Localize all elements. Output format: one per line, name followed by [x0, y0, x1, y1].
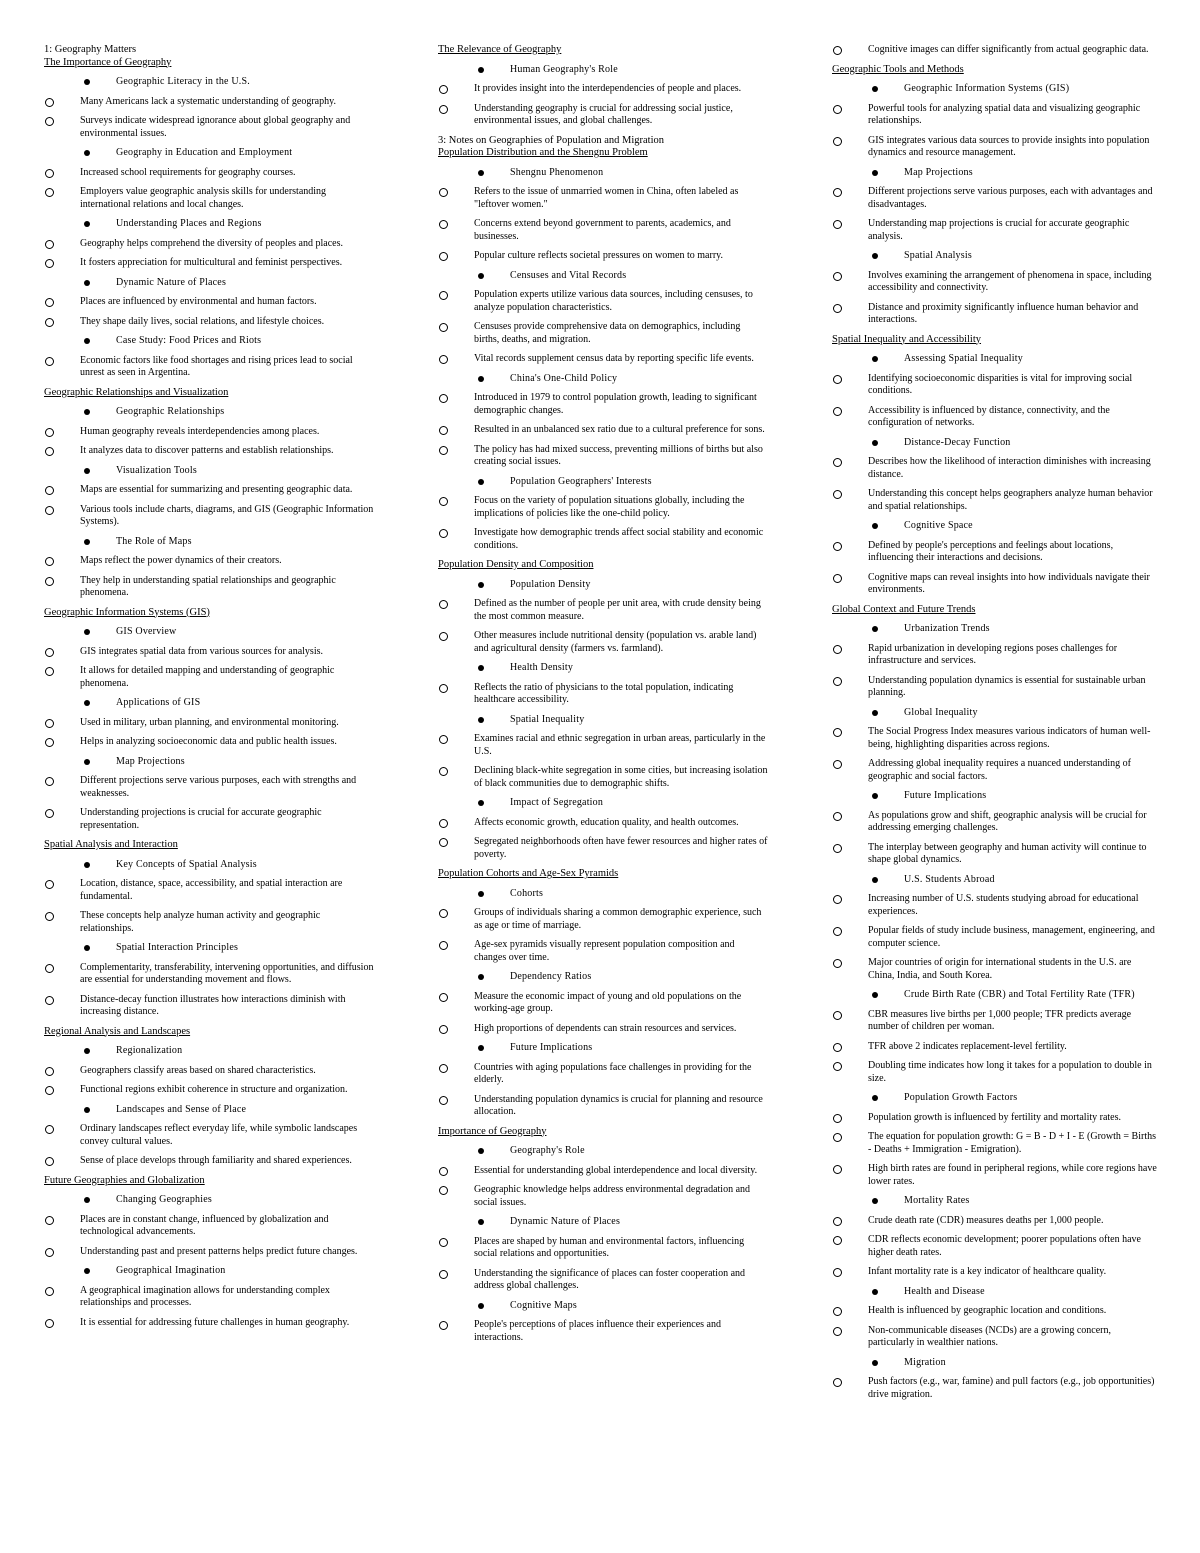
list-item: Investigate how demographic trends affect social stability and economic conditions. [438, 527, 768, 552]
section-heading: Future Geographies and Globalization [44, 1174, 205, 1186]
column-1 [44, 44, 374, 1336]
bullet-subheading: Regionalization [44, 1045, 374, 1058]
bullet-subheading: Urbanization Trends [832, 623, 1157, 636]
list-item: Geographic knowledge helps address environmental degradation and social issues. [438, 1184, 768, 1209]
list-item: Concerns extend beyond government to parents, academics, and businesses. [438, 218, 768, 243]
section-heading: Regional Analysis and Landscapes [44, 1025, 191, 1037]
bullet-subheading: GIS Overview [44, 626, 374, 639]
list-item: Describes how the likelihood of interaction diminishes with increasing distance. [832, 456, 1157, 481]
list-item: Push factors (e.g., war, famine) and pull factors (e.g., job opportunities) drive migration. [832, 1376, 1157, 1401]
list-item: Employers value geographic analysis skills for understanding international relations and local changes. [44, 186, 374, 211]
list-item: Places are shaped by human and environmental factors, influencing social relations and opportunities. [438, 1236, 768, 1261]
list-item: Many Americans lack a systematic understanding of geography. [44, 96, 374, 109]
list-item: Population growth is influenced by fertility and mortality rates. [832, 1112, 1157, 1125]
list-item: Addressing global inequality requires a nuanced understanding of geographic and social factors. [832, 758, 1157, 783]
list-item: Other measures include nutritional density (population vs. arable land) and agricultural density (farmers vs. farmland). [438, 630, 768, 655]
bullet-subheading: Population Density [438, 579, 768, 592]
bullet-subheading: The Role of Maps [44, 536, 374, 549]
list-item: Ordinary landscapes reflect everyday life, while symbolic landscapes convey cultural values. [44, 1123, 374, 1148]
list-item: Major countries of origin for international students in the U.S. are China, India, and South Korea. [832, 957, 1157, 982]
bullet-subheading: Visualization Tools [44, 465, 374, 478]
list-item: Geography helps comprehend the diversity of peoples and places. [44, 238, 374, 251]
bullet-subheading: Geographic Information Systems (GIS) [832, 83, 1157, 96]
list-item: It is essential for addressing future challenges in human geography. [44, 1317, 374, 1330]
list-item: Understanding projections is crucial for accurate geographic representation. [44, 807, 374, 832]
list-item: Distance and proximity significantly influence human behavior and interactions. [832, 302, 1157, 327]
list-item: People's perceptions of places influence their experiences and interactions. [438, 1319, 768, 1344]
list-item: Different projections serve various purposes, each with strengths and weaknesses. [44, 775, 374, 800]
section-heading: The Importance of Geography [44, 56, 172, 68]
bullet-subheading: Distance-Decay Function [832, 437, 1157, 450]
list-item: Used in military, urban planning, and environmental monitoring. [44, 717, 374, 730]
list-item: CDR reflects economic development; poorer populations often have higher death rates. [832, 1234, 1157, 1259]
section-heading: Geographic Tools and Methods [832, 63, 964, 75]
list-item: Examines racial and ethnic segregation in urban areas, particularly in the U.S. [438, 733, 768, 758]
bullet-subheading: Geography in Education and Employment [44, 147, 374, 160]
list-item: Identifying socioeconomic disparities is vital for improving social conditions. [832, 373, 1157, 398]
list-item: Health is influenced by geographic location and conditions. [832, 1305, 1157, 1318]
section-heading: Population Density and Composition [438, 559, 594, 570]
section-heading: Importance of Geography [438, 1125, 547, 1137]
list-item: Cognitive maps can reveal insights into how individuals navigate their environments. [832, 572, 1157, 597]
list-item: Vital records supplement census data by reporting specific life events. [438, 353, 768, 366]
bullet-subheading: Spatial Interaction Principles [44, 942, 374, 955]
bullet-subheading: Cognitive Space [832, 520, 1157, 533]
list-item: Non-communicable diseases (NCDs) are a growing concern, particularly in wealthier nations. [832, 1325, 1157, 1350]
list-item: Affects economic growth, education quality, and health outcomes. [438, 817, 768, 830]
section-heading: Population Cohorts and Age-Sex Pyramids [438, 868, 619, 879]
list-item: Accessibility is influenced by distance, connectivity, and the configuration of networks. [832, 405, 1157, 430]
bullet-subheading: Human Geography's Role [438, 64, 768, 77]
section-heading: Global Context and Future Trends [832, 603, 976, 615]
list-item: Different projections serve various purposes, each with advantages and disadvantages. [832, 186, 1157, 211]
bullet-subheading: Future Implications [438, 1042, 768, 1055]
list-item: Crude death rate (CDR) measures deaths per 1,000 people. [832, 1215, 1157, 1228]
list-item: Places are influenced by environmental and human factors. [44, 296, 374, 309]
list-item: Surveys indicate widespread ignorance about global geography and environmental issues. [44, 115, 374, 140]
list-item: Resulted in an unbalanced sex ratio due to a cultural preference for sons. [438, 424, 768, 437]
bullet-subheading: Censuses and Vital Records [438, 270, 768, 283]
list-item: Focus on the variety of population situations globally, including the implications of policies like the one-child policy. [438, 495, 768, 520]
list-item: Refers to the issue of unmarried women in China, often labeled as "leftover women." [438, 186, 768, 211]
bullet-subheading: China's One-Child Policy [438, 373, 768, 386]
list-item: TFR above 2 indicates replacement-level fertility. [832, 1041, 1157, 1054]
list-item: High birth rates are found in peripheral regions, while core regions have lower rates. [832, 1163, 1157, 1188]
bullet-subheading: U.S. Students Abroad [832, 874, 1157, 887]
bullet-subheading: Map Projections [44, 756, 374, 769]
list-item: It provides insight into the interdependencies of people and places. [438, 83, 768, 96]
list-item: Helps in analyzing socioeconomic data and public health issues. [44, 736, 374, 749]
list-item: Sense of place develops through familiarity and shared experiences. [44, 1155, 374, 1168]
bullet-subheading: Global Inequality [832, 707, 1157, 720]
section-heading: Population Distribution and the Shengnu Problem [438, 147, 648, 158]
list-item: The interplay between geography and human activity will continue to shape global dynamics. [832, 842, 1157, 867]
list-item: Popular culture reflects societal pressures on women to marry. [438, 250, 768, 263]
bullet-subheading: Population Growth Factors [832, 1092, 1157, 1105]
list-item: Distance-decay function illustrates how interactions diminish with increasing distance. [44, 994, 374, 1019]
list-item: Understanding the significance of places can foster cooperation and address global challenges. [438, 1268, 768, 1293]
list-item: Defined as the number of people per unit area, with crude density being the most common measure. [438, 598, 768, 623]
list-item: GIS integrates spatial data from various sources for analysis. [44, 646, 374, 659]
list-item: Maps are essential for summarizing and presenting geographic data. [44, 484, 374, 497]
list-item: CBR measures live births per 1,000 people; TFR predicts average number of children per woman. [832, 1009, 1157, 1034]
chapter-heading: 3: Notes on Geographies of Population and Migration [438, 134, 665, 146]
list-item: Understanding population dynamics is essential for sustainable urban planning. [832, 675, 1157, 700]
bullet-subheading: Assessing Spatial Inequality [832, 353, 1157, 366]
bullet-subheading: Dependency Ratios [438, 971, 768, 984]
bullet-subheading: Geographic Literacy in the U.S. [44, 76, 374, 89]
list-item: Places are in constant change, influenced by globalization and technological advancements. [44, 1214, 374, 1239]
bullet-subheading: Cognitive Maps [438, 1300, 768, 1313]
list-item: Understanding geography is crucial for addressing social justice, environmental issues, and global challenges. [438, 103, 768, 128]
bullet-subheading: Mortality Rates [832, 1195, 1157, 1208]
list-item: Popular fields of study include business, management, engineering, and computer science. [832, 925, 1157, 950]
list-item: Geographers classify areas based on shared characteristics. [44, 1065, 374, 1078]
list-item: Location, distance, space, accessibility, and spatial interaction are fundamental. [44, 878, 374, 903]
bullet-subheading: Shengnu Phenomenon [438, 167, 768, 180]
bullet-subheading: Geography's Role [438, 1145, 768, 1158]
list-item: Maps reflect the power dynamics of their creators. [44, 555, 374, 568]
bullet-subheading: Geographical Imagination [44, 1265, 374, 1278]
list-item: Complementarity, transferability, intervening opportunities, and diffusion are essential for understanding movement and flows. [44, 962, 374, 987]
list-item: High proportions of dependents can strain resources and services. [438, 1023, 768, 1036]
bullet-subheading: Cohorts [438, 888, 768, 901]
bullet-subheading: Applications of GIS [44, 697, 374, 710]
list-item: The equation for population growth: G = B - D + I - E (Growth = Births - Deaths + Immigration - Emigration). [832, 1131, 1157, 1156]
list-item: As populations grow and shift, geographic analysis will be crucial for addressing emerging challenges. [832, 810, 1157, 835]
list-item: These concepts help analyze human activity and geographic relationships. [44, 910, 374, 935]
list-item: Cognitive images can differ significantly from actual geographic data. [832, 44, 1157, 57]
list-item: Understanding past and present patterns helps predict future changes. [44, 1246, 374, 1259]
list-item: Rapid urbanization in developing regions poses challenges for infrastructure and services. [832, 643, 1157, 668]
list-item: Defined by people's perceptions and feelings about locations, influencing their interactions and decisions. [832, 540, 1157, 565]
list-item: Powerful tools for analyzing spatial data and visualizing geographic relationships. [832, 103, 1157, 128]
bullet-subheading: Spatial Inequality [438, 714, 768, 727]
bullet-subheading: Dynamic Nature of Places [438, 1216, 768, 1229]
chapter-heading: 1: Geography Matters [44, 44, 137, 55]
bullet-subheading: Migration [832, 1357, 1157, 1370]
section-heading: Geographic Relationships and Visualization [44, 386, 229, 398]
list-item: It fosters appreciation for multicultural and feminist perspectives. [44, 257, 374, 270]
list-item: Essential for understanding global interdependence and local diversity. [438, 1165, 768, 1178]
list-item: Declining black-white segregation in some cities, but increasing isolation of black communities due to demographic shifts. [438, 765, 768, 790]
bullet-subheading: Population Geographers' Interests [438, 476, 768, 489]
list-item: Censuses provide comprehensive data on demographics, including births, deaths, and migration. [438, 321, 768, 346]
list-item: Involves examining the arrangement of phenomena in space, including accessibility and connectivity. [832, 270, 1157, 295]
bullet-subheading: Health Density [438, 662, 768, 675]
list-item: Understanding this concept helps geographers analyze human behavior and spatial relationships. [832, 488, 1157, 513]
bullet-subheading: Dynamic Nature of Places [44, 277, 374, 290]
section-heading: The Relevance of Geography [438, 44, 562, 55]
bullet-subheading: Health and Disease [832, 1286, 1157, 1299]
list-item: Understanding population dynamics is crucial for planning and resource allocation. [438, 1094, 768, 1119]
bullet-subheading: Future Implications [832, 790, 1157, 803]
list-item: GIS integrates various data sources to provide insights into population dynamics and resource management. [832, 135, 1157, 160]
bullet-subheading: Understanding Places and Regions [44, 218, 374, 231]
list-item: Reflects the ratio of physicians to the total population, indicating healthcare accessibility. [438, 682, 768, 707]
bullet-subheading: Landscapes and Sense of Place [44, 1104, 374, 1117]
list-item: Various tools include charts, diagrams, and GIS (Geographic Information Systems). [44, 504, 374, 529]
column-2 [438, 44, 768, 1351]
bullet-subheading: Changing Geographies [44, 1194, 374, 1207]
list-item: The policy has had mixed success, preventing millions of births but also creating social issues. [438, 444, 768, 469]
list-item: Functional regions exhibit coherence in structure and organization. [44, 1084, 374, 1097]
list-item: Understanding map projections is crucial for accurate geographic analysis. [832, 218, 1157, 243]
list-item: It analyzes data to discover patterns and establish relationships. [44, 445, 374, 458]
list-item: Countries with aging populations face challenges in providing for the elderly. [438, 1062, 768, 1087]
list-item: Human geography reveals interdependencies among places. [44, 426, 374, 439]
list-item: Measure the economic impact of young and old populations on the working-age group. [438, 991, 768, 1016]
list-item: Age-sex pyramids visually represent population composition and changes over time. [438, 939, 768, 964]
bullet-subheading: Crude Birth Rate (CBR) and Total Fertility Rate (TFR) [832, 989, 1157, 1002]
list-item: The Social Progress Index measures various indicators of human well-being, highlighting disparities across regions. [832, 726, 1157, 751]
bullet-subheading: Map Projections [832, 167, 1157, 180]
list-item: Increased school requirements for geography courses. [44, 167, 374, 180]
list-item: A geographical imagination allows for understanding complex relationships and processes. [44, 1285, 374, 1310]
list-item: They help in understanding spatial relationships and geographic phenomena. [44, 575, 374, 600]
list-item: Doubling time indicates how long it takes for a population to double in size. [832, 1060, 1157, 1085]
list-item: Infant mortality rate is a key indicator of healthcare quality. [832, 1266, 1157, 1279]
list-item: Groups of individuals sharing a common demographic experience, such as age or time of marriage. [438, 907, 768, 932]
list-item: Increasing number of U.S. students studying abroad for educational experiences. [832, 893, 1157, 918]
section-heading: Spatial Analysis and Interaction [44, 839, 178, 850]
bullet-subheading: Case Study: Food Prices and Riots [44, 335, 374, 348]
bullet-subheading: Key Concepts of Spatial Analysis [44, 859, 374, 872]
section-heading: Geographic Information Systems (GIS) [44, 606, 210, 618]
list-item: It allows for detailed mapping and understanding of geographic phenomena. [44, 665, 374, 690]
column-3 [832, 44, 1157, 1408]
list-item: Economic factors like food shortages and rising prices lead to social unrest as seen in Argentina. [44, 355, 374, 380]
list-item: Introduced in 1979 to control population growth, leading to significant demographic changes. [438, 392, 768, 417]
bullet-subheading: Impact of Segregation [438, 797, 768, 810]
section-heading: Spatial Inequality and Accessibility [832, 333, 982, 345]
list-item: Population experts utilize various data sources, including censuses, to analyze population characteristics. [438, 289, 768, 314]
list-item: They shape daily lives, social relations, and lifestyle choices. [44, 316, 374, 329]
bullet-subheading: Geographic Relationships [44, 406, 374, 419]
bullet-subheading: Spatial Analysis [832, 250, 1157, 263]
list-item: Segregated neighborhoods often have fewer resources and higher rates of poverty. [438, 836, 768, 861]
